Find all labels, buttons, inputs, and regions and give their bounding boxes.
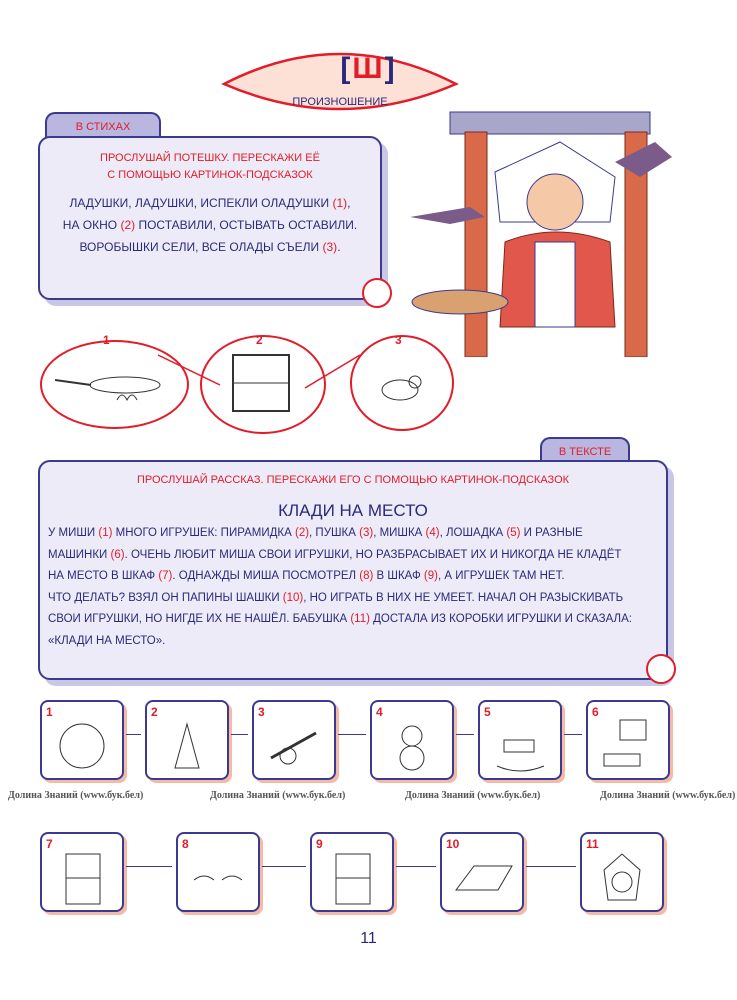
checkmark-circle[interactable] [362, 278, 392, 308]
text-segment: . ОДНАЖДЫ МИША ПОСМОТРЕЛ [172, 570, 360, 582]
text-segment: МНОГО ИГРУШЕК: ПИРАМИДКА [112, 527, 295, 539]
text-line [48, 631, 666, 653]
story-picture-card [440, 832, 524, 912]
picture-reference: (5) [506, 527, 521, 539]
text-line [48, 523, 666, 545]
grandmother-window-illustration [410, 92, 680, 357]
text-segment: . [337, 240, 341, 254]
boy-face-icon [54, 718, 114, 776]
text-segment: СВОИ ИГРУШКИ, НО НИГДЕ ИХ НЕ НАШЁЛ. БАБУШКА [48, 613, 351, 625]
picture-reference: (6) [110, 548, 125, 561]
text-segment: ПОСТАВИЛИ, ОСТЫВАТЬ ОСТАВИЛИ. [135, 218, 358, 232]
text-line [48, 588, 666, 610]
text-segment: ДОСТАЛА ИЗ КОРОБКИ ИГРУШКИ И СКАЗАЛА: [369, 613, 632, 625]
sound-letter: Ш [352, 52, 385, 85]
picture-reference: (9) [423, 570, 438, 582]
cupboard-icon [54, 850, 114, 908]
text-segment: . ОЧЕНЬ ЛЮБИТ МИША СВОИ ИГРУШКИ, НО РАЗБРАСЫВАЕТ ИХ И НИКОГДА НЕ КЛАДЁТ [124, 548, 622, 561]
watermark: Долина Знаний (www.бук.бел) [600, 790, 736, 801]
text-segment: ЧТО ДЕЛАТЬ? ВЗЯЛ ОН ПАПИНЫ ШАШКИ [48, 591, 283, 604]
page-number: 11 [360, 930, 377, 947]
story-title: КЛАДИ НА МЕСТО [278, 501, 428, 520]
text-segment: , НО ИГРАТЬ В НИХ НЕ УМЕЕТ. НАЧАЛ ОН РАЗЫСКИВАТЬ [303, 591, 624, 604]
picture-number: 8 [182, 837, 189, 851]
picture-reference: (3) [359, 527, 374, 539]
text-line [40, 214, 380, 236]
sequence-arrow [231, 734, 248, 735]
text-segment: , ПУШКА [309, 527, 360, 539]
picture-number: 3 [258, 705, 265, 719]
sequence-arrow [126, 866, 172, 867]
picture-reference: (7) [158, 570, 173, 582]
picture-reference: (11) [350, 613, 370, 625]
text-line [48, 545, 666, 567]
picture-reference: (4) [425, 527, 440, 539]
text-segment: , МИШКА [373, 527, 426, 539]
sequence-arrow [396, 866, 436, 867]
sequence-arrow [526, 866, 576, 867]
rocking-horse-icon [492, 718, 552, 776]
picture-number: 9 [316, 837, 323, 851]
tab-poems: В СТИХАХ [45, 112, 161, 140]
picture-number: 1 [46, 705, 53, 719]
sequence-arrow [456, 734, 474, 735]
story-picture-card [40, 700, 124, 780]
picture-number: 1 [103, 333, 110, 347]
text-segment: У МИШИ [48, 527, 99, 539]
story-picture-card [580, 832, 664, 912]
cupboard-icon [324, 850, 384, 908]
picture-number: 7 [46, 837, 53, 851]
story-picture-card [176, 832, 260, 912]
story-instruction: ПРОСЛУШАЙ РАССКАЗ. ПЕРЕСКАЖИ ЕГО С ПОМОЩЬЮ КАРТИНОК-ПОДСКАЗОК [136, 474, 570, 486]
story-box [38, 460, 668, 680]
bracket-open: [ [340, 52, 353, 85]
sequence-arrow [262, 866, 306, 867]
picture-number: 2 [151, 705, 158, 719]
picture-number: 10 [446, 837, 460, 851]
grandmother-icon [594, 850, 654, 908]
text-segment: В ШКАФ [373, 570, 424, 582]
picture-reference: (3) [322, 240, 338, 254]
text-segment: МАШИНКИ [48, 548, 111, 561]
story-picture-card [370, 700, 454, 780]
picture-number: 3 [395, 333, 402, 347]
eyes-icon [190, 850, 250, 908]
story-picture-card [252, 700, 336, 780]
text-segment: , А ИГРУШЕК ТАМ НЕТ. [437, 570, 565, 582]
text-segment: ЛАДУШКИ, ЛАДУШКИ, ИСПЕКЛИ ОЛАДУШКИ [69, 196, 333, 210]
text-segment: И РАЗНЫЕ [520, 527, 583, 539]
tab-text: В ТЕКСТЕ [540, 437, 630, 464]
picture-reference: (1) [98, 527, 113, 539]
watermark: Долина Знаний (www.бук.бел) [210, 790, 346, 801]
picture-reference: (2) [294, 527, 310, 539]
text-line [40, 236, 380, 258]
picture-number: 4 [376, 705, 383, 719]
sequence-arrow [564, 734, 582, 735]
story-text [48, 523, 666, 652]
bracket-close: ] [384, 52, 397, 85]
toy-cannon-icon [266, 718, 326, 776]
page-subtitle: ПРОИЗНОШЕНИЕ [292, 96, 388, 108]
text-segment: , [347, 196, 351, 210]
text-line [48, 566, 666, 588]
poem-text [40, 192, 380, 258]
text-segment: НА МЕСТО В ШКАФ [48, 570, 159, 582]
text-line [48, 609, 666, 631]
picture-reference: (10) [282, 591, 304, 604]
sequence-arrow [126, 734, 141, 735]
watermark: Долина Знаний (www.бук.бел) [405, 790, 541, 801]
picture-reference: (1) [332, 196, 348, 210]
sequence-arrows [150, 340, 410, 430]
poem-instruction-1: ПРОСЛУШАЙ ПОТЕШКУ. ПЕРЕСКАЖИ ЕЁ [100, 152, 320, 164]
sequence-arrow [338, 734, 366, 735]
text-segment: «КЛАДИ НА МЕСТО». [48, 634, 166, 647]
pyramid-icon [159, 718, 219, 776]
story-picture-card [145, 700, 229, 780]
story-picture-card [40, 832, 124, 912]
picture-reference: (2) [120, 218, 136, 232]
watermark: Долина Знаний (www.бук.бел) [8, 790, 144, 801]
story-picture-card [310, 832, 394, 912]
picture-number: 5 [484, 705, 491, 719]
sound-title [0, 52, 737, 86]
picture-reference: (8) [359, 570, 374, 582]
text-line [40, 192, 380, 214]
teddy-bear-icon [384, 718, 444, 776]
checkmark-circle[interactable] [646, 654, 676, 684]
toy-cars-icon [600, 718, 660, 776]
poem-instruction-2: С ПОМОЩЬЮ КАРТИНОК-ПОДСКАЗОК [107, 169, 313, 181]
picture-number: 11 [586, 837, 599, 851]
picture-number: 2 [256, 333, 263, 347]
checkers-board-icon [454, 850, 514, 908]
text-segment: НА ОКНО [62, 218, 121, 232]
text-segment: , ЛОШАДКА [439, 527, 507, 539]
poem-box [38, 136, 382, 300]
story-picture-card [586, 700, 670, 780]
frying-pan-icon [55, 365, 165, 415]
text-segment: ВОРОБЫШКИ СЕЛИ, ВСЕ ОЛАДЫ СЪЕЛИ [79, 240, 323, 254]
story-picture-card [478, 700, 562, 780]
picture-number: 6 [592, 705, 599, 719]
